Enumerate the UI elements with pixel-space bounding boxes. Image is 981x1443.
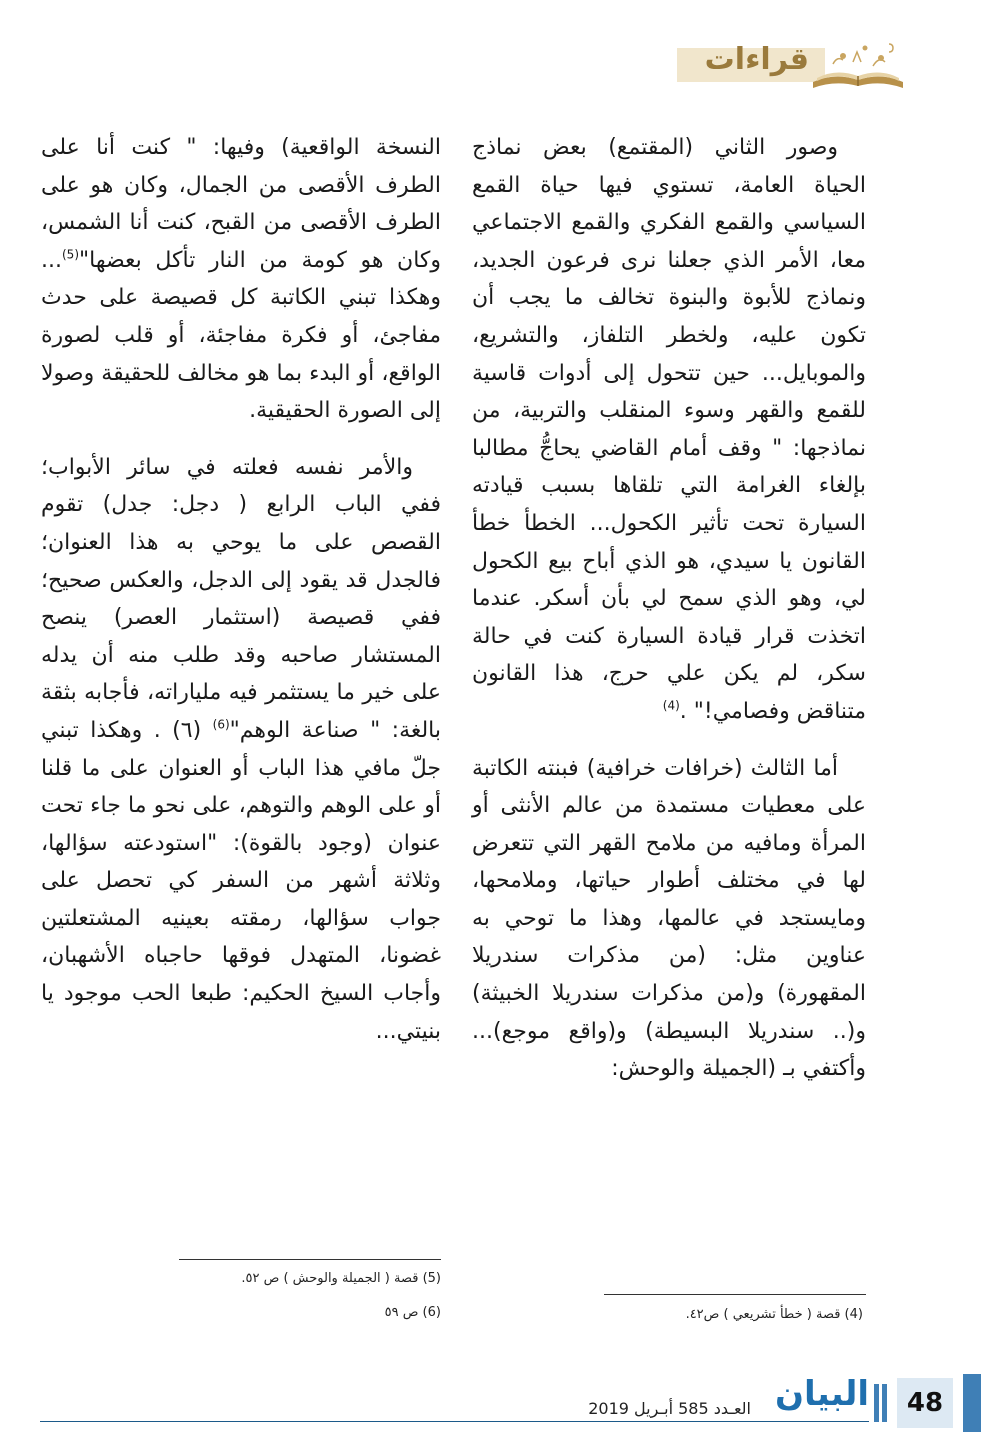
section-header — [663, 34, 913, 92]
footer-divider — [874, 1384, 879, 1422]
paragraph — [41, 129, 441, 430]
paragraph — [472, 129, 866, 731]
footer-divider — [882, 1384, 887, 1422]
footer-rule — [40, 1421, 869, 1422]
paragraph-text: وصور الثاني (المقتمع) بعض نماذج الحياة العامة، تستوي فيها حياة القمع السياسي والقمع الفكري والقمع الاجتماعي معا، الأمر الذي جعلنا نرى فرعون الجديد، ونماذج للأبوة والبنوة تخالف ما يجب أن تكون عليه، ولخطر التلفاز، والتشريع، والموبايل... حين تتحول إلى أدوات قاسية للقمع والقهر وسوء المنقلب والتربية، من نماذجها: " وقف أمام القاضي يحاجُّ مطالبا بإلغاء الغرامة التي تلقاها بسبب قيادته السيارة تحت تأثير الكحول... الخطأ خطأ القانون يا سيدي، هو الذي أباح بيع الكحول لي، وهو الذي سمح لي بأن أسكر. عندما اتخذت قرار قيادة السيارة كنت في حالة سكر، لم يكن علي حرج، هذا القانون متناقض وفصامي!" . — [472, 135, 866, 724]
text-column-left — [41, 129, 441, 1050]
page-number: 48 — [897, 1378, 953, 1428]
paragraph — [472, 750, 866, 1088]
footnote-divider — [604, 1294, 866, 1295]
footnote: (4) قصة ( خطأ تشريعي ) ص٤٢. — [685, 1307, 863, 1322]
footnote-ref: (6) — [212, 717, 230, 732]
open-book-icon — [803, 34, 913, 92]
footnote-ref: (4) — [662, 698, 680, 713]
issue-info: العـدد 585 أبـريل 2019 — [588, 1399, 751, 1418]
footnote-divider — [179, 1259, 441, 1260]
paragraph-text: والأمر نفسه فعلته في سائر الأبواب؛ ففي الباب الرابع ( دجل: جدل) تقوم القصص على ما يوحي به هذا العنوان؛ فالجدل قد يقود إلى الدجل، والعكس صحيح؛ ففي قصيصة (استثمار العصر) ينصح المستشار صاحبه وقد طلب منه أن يدله على خير ما يستثمر فيه ملياراته، فأجابه بثقة بالغة: " صناعة الوهم" — [41, 454, 442, 743]
footer-accent-bar — [963, 1374, 981, 1432]
footnote: (6) ص ٥٩ — [384, 1305, 441, 1320]
section-title: قراءات — [704, 42, 809, 77]
paragraph-text: (٦) . وهكذا تبني جلّ مافي هذا الباب أو العنوان على ما قلنا أو على الوهم والتوهم، على نحو ما جاء تحت عنوان (وجود بالقوة): "استودعته سؤالها، وثلاثة أشهر من السفر كي تحصل على جواب سؤالها، رمقته بعينيه المشتعلتين غضونا، المتهدل فوقها حاجباه الأشهبان، وأجاب السيخ الحكيم: طبعا الحب موجود يا بنيتي... — [41, 717, 441, 1044]
text-column-right — [472, 129, 866, 1088]
paragraph — [41, 449, 441, 1051]
magazine-logo: البيان — [775, 1374, 869, 1414]
footnote: (5) قصة ( الجميلة والوحش ) ص ٥٢. — [241, 1271, 441, 1286]
paragraph-text: أما الثالث (خرافات خرافية) فبنته الكاتبة على معطيات مستمدة من عالم الأنثى أو المرأة ومافيه من ملامح القهر التي تتعرض لها في مختلف أطوار حياتها، وملامحها، ومايستجد في عالمها، وهذا ما توحي به عناوين مثل: (من مذكرات سندريلا المقهورة) و(من مذكرات سندريلا الخبيثة) و(.. سندريلا البسيطة) و(واقع موجع)... وأكتفي بـ (الجميلة والوحش: — [472, 755, 866, 1082]
paragraph-text: ... وهكذا تبني الكاتبة كل قصيصة على حدث مفاجئ، أو فكرة مفاجئة، أو قلب لصورة الواقع، أو البدء بما هو مخالف للحقيقة وصولا إلى الصورة الحقيقية. — [41, 247, 441, 424]
paragraph-text: النسخة الواقعية) وفيها: " كنت أنا على الطرف الأقصى من الجمال، وكان هو على الطرف الأقصى من القبح، كنت أنا الشمس، وكان هو كومة من النار تأكل بعضها" — [41, 135, 441, 273]
footnote-ref: (5) — [61, 247, 79, 262]
